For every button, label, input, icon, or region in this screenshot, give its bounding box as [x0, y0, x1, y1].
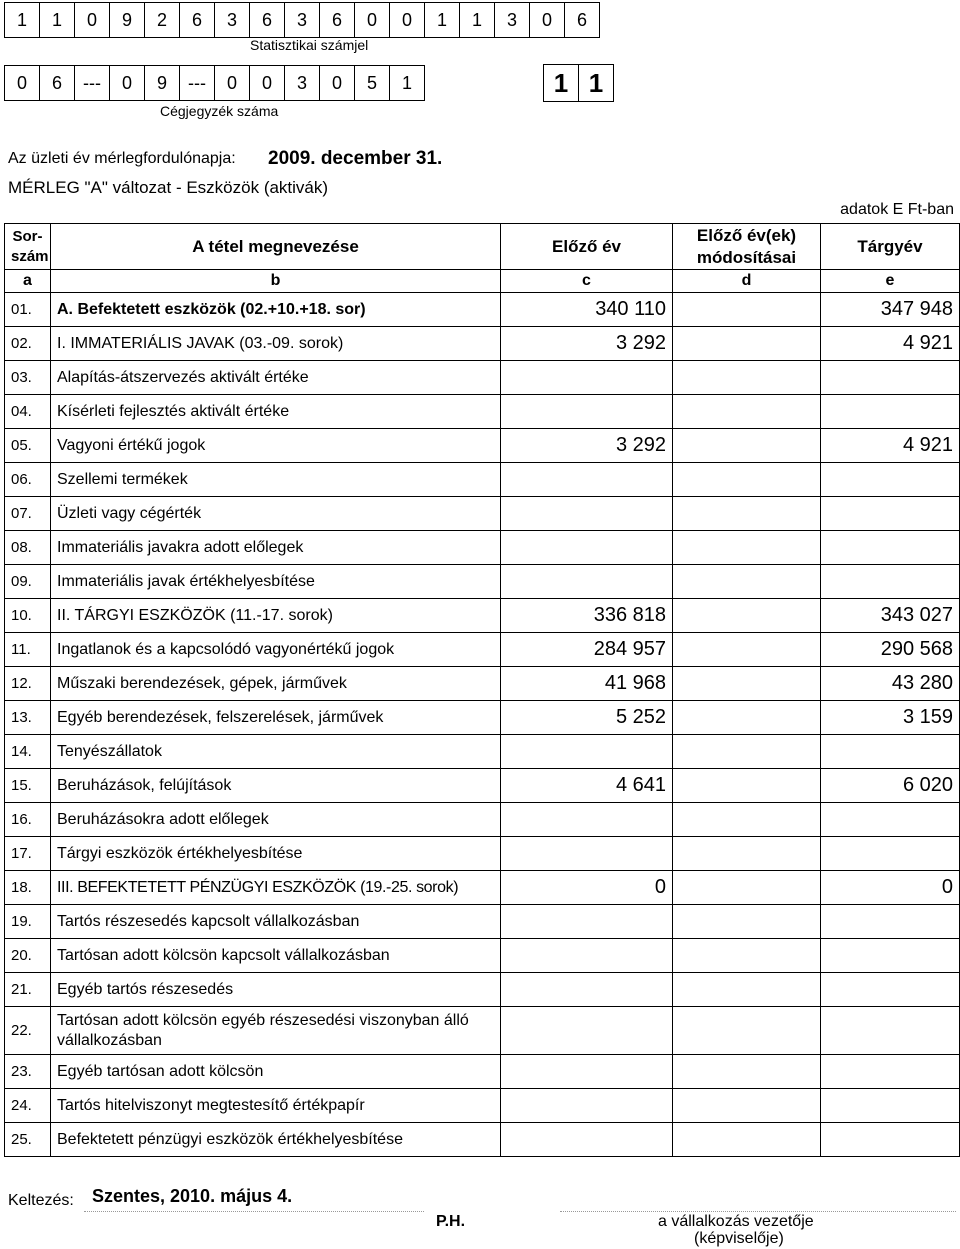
reg-digit-cell: 0 — [250, 66, 285, 101]
modification-value — [673, 667, 821, 701]
row-number: 07. — [5, 497, 51, 531]
row-number: 05. — [5, 429, 51, 463]
col-header-name: A tétel megnevezése — [51, 224, 501, 270]
stat-digit-cell: 3 — [285, 3, 320, 38]
stat-digit-cell: 9 — [110, 3, 145, 38]
modification-value — [673, 599, 821, 633]
modification-value — [673, 1123, 821, 1157]
row-number: 16. — [5, 803, 51, 837]
prev-year-value — [501, 565, 673, 599]
current-year-value — [821, 531, 960, 565]
row-label: Üzleti vagy cégérték — [51, 497, 501, 531]
modification-value — [673, 1055, 821, 1089]
modification-value — [673, 395, 821, 429]
stat-digit-cell: 1 — [5, 3, 40, 38]
current-year-value — [821, 497, 960, 531]
row-label: Alapítás-átszervezés aktivált értéke — [51, 361, 501, 395]
modification-value — [673, 531, 821, 565]
row-label: Beruházások, felújítások — [51, 769, 501, 803]
current-year-value: 347 948 — [821, 293, 960, 327]
stat-digit-cell: 0 — [530, 3, 565, 38]
col-header-mod: Előző év(ek) módosításai — [673, 224, 821, 270]
stat-digit-cell: 6 — [565, 3, 600, 38]
row-number: 12. — [5, 667, 51, 701]
current-year-value — [821, 565, 960, 599]
modification-value — [673, 735, 821, 769]
col-letter: d — [673, 270, 821, 293]
current-year-value — [821, 361, 960, 395]
table-row — [5, 1055, 960, 1089]
row-label: I. IMMATERIÁLIS JAVAK (03.-09. sorok) — [51, 327, 501, 361]
row-label: Tárgyi eszközök értékhelyesbítése — [51, 837, 501, 871]
signer-label: a vállalkozás vezetője — [658, 1213, 814, 1230]
modification-value — [673, 361, 821, 395]
row-label: Egyéb berendezések, felszerelések, járművek — [51, 701, 501, 735]
col-letter: c — [501, 270, 673, 293]
stat-digit-cell: 0 — [390, 3, 425, 38]
row-label: Tartós részesedés kapcsolt vállalkozásban — [51, 905, 501, 939]
stat-digit-cell: 3 — [495, 3, 530, 38]
table-row — [5, 973, 960, 1007]
col-letter: e — [821, 270, 960, 293]
row-number: 13. — [5, 701, 51, 735]
modification-value — [673, 1007, 821, 1055]
modification-value — [673, 769, 821, 803]
stat-digit-cell: 1 — [425, 3, 460, 38]
signature-line — [560, 1211, 956, 1212]
prev-year-value: 0 — [501, 871, 673, 905]
current-year-value — [821, 1007, 960, 1055]
modification-value — [673, 905, 821, 939]
prev-year-value — [501, 905, 673, 939]
row-number: 03. — [5, 361, 51, 395]
stat-digit-cell: 6 — [320, 3, 355, 38]
row-label: Beruházásokra adott előlegek — [51, 803, 501, 837]
table-row — [5, 667, 960, 701]
prev-year-value: 3 292 — [501, 429, 673, 463]
prev-year-value — [501, 531, 673, 565]
row-number: 15. — [5, 769, 51, 803]
table-row — [5, 769, 960, 803]
row-label: Szellemi termékek — [51, 463, 501, 497]
reg-digit-cell: --- — [75, 66, 110, 101]
row-number: 25. — [5, 1123, 51, 1157]
current-year-value — [821, 837, 960, 871]
row-number: 14. — [5, 735, 51, 769]
reg-digit-cell: 0 — [215, 66, 250, 101]
stat-digit-cell: 2 — [145, 3, 180, 38]
row-label: Műszaki berendezések, gépek, járművek — [51, 667, 501, 701]
col-header-sorszam: Sor- szám — [5, 224, 51, 270]
report-title: MÉRLEG "A" változat - Eszközök (aktivák) — [8, 178, 329, 197]
reg-digit-cell: 5 — [355, 66, 390, 101]
reg-digit-cell: 0 — [110, 66, 145, 101]
prev-year-value — [501, 395, 673, 429]
table-row — [5, 837, 960, 871]
row-number: 17. — [5, 837, 51, 871]
prev-year-value — [501, 497, 673, 531]
prev-year-value: 284 957 — [501, 633, 673, 667]
units-label: adatok E Ft-ban — [840, 201, 954, 218]
table-row — [5, 803, 960, 837]
row-label: Immateriális javakra adott előlegek — [51, 531, 501, 565]
row-label: Immateriális javak értékhelyesbítése — [51, 565, 501, 599]
current-year-value — [821, 803, 960, 837]
keltezes-label: Keltezés: — [8, 1192, 74, 1209]
row-label: Befektetett pénzügyi eszközök értékhelyesbítése — [51, 1123, 501, 1157]
stat-digit-cell: 0 — [75, 3, 110, 38]
stat-digit-cell: 0 — [355, 3, 390, 38]
table-row — [5, 735, 960, 769]
row-number: 01. — [5, 293, 51, 327]
stat-digit-cell: 1 — [40, 3, 75, 38]
prev-year-value — [501, 1055, 673, 1089]
table-row — [5, 1007, 960, 1055]
table-row — [5, 599, 960, 633]
reg-digit-cell: 9 — [145, 66, 180, 101]
fiscal-date: 2009. december 31. — [268, 148, 443, 169]
current-year-value — [821, 973, 960, 1007]
prev-year-value: 340 110 — [501, 293, 673, 327]
row-label: A. Befektetett eszközök (02.+10.+18. sor) — [51, 293, 501, 327]
row-number: 18. — [5, 871, 51, 905]
current-year-value: 343 027 — [821, 599, 960, 633]
row-label: Tartós hitelviszonyt megtestesítő értékpapír — [51, 1089, 501, 1123]
modification-value — [673, 1089, 821, 1123]
modification-value — [673, 803, 821, 837]
col-letter: b — [51, 270, 501, 293]
reg-digit-cell: 1 — [390, 66, 425, 101]
table-row — [5, 1089, 960, 1123]
table-row — [5, 565, 960, 599]
modification-value — [673, 939, 821, 973]
prev-year-value — [501, 735, 673, 769]
form-code-cell: 1 — [579, 65, 614, 102]
current-year-value — [821, 1055, 960, 1089]
modification-value — [673, 565, 821, 599]
table-row — [5, 701, 960, 735]
row-label: Tartósan adott kölcsön kapcsolt vállalkozásban — [51, 939, 501, 973]
stat-digit-cell: 1 — [460, 3, 495, 38]
modification-value — [673, 633, 821, 667]
row-number: 09. — [5, 565, 51, 599]
form-code-grid — [543, 64, 614, 102]
prev-year-value — [501, 463, 673, 497]
prev-year-value — [501, 939, 673, 973]
row-number: 06. — [5, 463, 51, 497]
row-label: Vagyoni értékű jogok — [51, 429, 501, 463]
table-row — [5, 395, 960, 429]
modification-value — [673, 293, 821, 327]
reg-digit-cell: --- — [180, 66, 215, 101]
row-label: Kísérleti fejlesztés aktivált értéke — [51, 395, 501, 429]
table-row — [5, 905, 960, 939]
modification-value — [673, 327, 821, 361]
modification-value — [673, 701, 821, 735]
table-row — [5, 293, 960, 327]
current-year-value: 4 921 — [821, 429, 960, 463]
table-row — [5, 939, 960, 973]
current-year-value — [821, 905, 960, 939]
row-number: 11. — [5, 633, 51, 667]
modification-value — [673, 837, 821, 871]
col-letter: a — [5, 270, 51, 293]
prev-year-value: 5 252 — [501, 701, 673, 735]
prev-year-value — [501, 1007, 673, 1055]
current-year-value — [821, 395, 960, 429]
modification-value — [673, 871, 821, 905]
row-label: Egyéb tartósan adott kölcsön — [51, 1055, 501, 1089]
company-reg-grid — [4, 65, 425, 101]
prev-year-value — [501, 361, 673, 395]
table-row — [5, 1123, 960, 1157]
table-row — [5, 327, 960, 361]
stat-number-grid — [4, 2, 600, 38]
table-row — [5, 531, 960, 565]
row-number: 10. — [5, 599, 51, 633]
reg-digit-cell: 6 — [40, 66, 75, 101]
prev-year-value: 4 641 — [501, 769, 673, 803]
current-year-value: 0 — [821, 871, 960, 905]
row-number: 19. — [5, 905, 51, 939]
ph-stamp-label: P.H. — [436, 1213, 466, 1230]
row-label: Tartósan adott kölcsön egyéb részesedési viszonyban álló vállalkozásban — [51, 1007, 501, 1055]
current-year-value: 6 020 — [821, 769, 960, 803]
prev-year-value: 3 292 — [501, 327, 673, 361]
current-year-value — [821, 939, 960, 973]
place-date: Szentes, 2010. május 4. — [92, 1186, 293, 1206]
row-label: Tenyészállatok — [51, 735, 501, 769]
modification-value — [673, 973, 821, 1007]
stat-digit-cell: 3 — [215, 3, 250, 38]
row-number: 24. — [5, 1089, 51, 1123]
prev-year-value — [501, 803, 673, 837]
stat-number-label: Statisztikai számjel — [250, 37, 369, 53]
reg-digit-cell: 3 — [285, 66, 320, 101]
current-year-value: 43 280 — [821, 667, 960, 701]
stat-digit-cell: 6 — [250, 3, 285, 38]
stat-digit-cell: 6 — [180, 3, 215, 38]
prev-year-value — [501, 1089, 673, 1123]
table-row — [5, 497, 960, 531]
table-row — [5, 361, 960, 395]
col-header-curr: Tárgyév — [821, 224, 960, 270]
current-year-value — [821, 735, 960, 769]
current-year-value: 4 921 — [821, 327, 960, 361]
modification-value — [673, 429, 821, 463]
row-label: II. TÁRGYI ESZKÖZÖK (11.-17. sorok) — [51, 599, 501, 633]
row-number: 21. — [5, 973, 51, 1007]
current-year-value: 3 159 — [821, 701, 960, 735]
row-label: Egyéb tartós részesedés — [51, 973, 501, 1007]
col-header-prev: Előző év — [501, 224, 673, 270]
company-reg-label: Cégjegyzék száma — [160, 103, 279, 119]
signer-sub-label: (képviselője) — [694, 1230, 784, 1247]
prev-year-value — [501, 973, 673, 1007]
reg-digit-cell: 0 — [5, 66, 40, 101]
current-year-value — [821, 463, 960, 497]
row-number: 02. — [5, 327, 51, 361]
table-row — [5, 463, 960, 497]
row-number: 20. — [5, 939, 51, 973]
row-number: 23. — [5, 1055, 51, 1089]
modification-value — [673, 497, 821, 531]
table-row — [5, 429, 960, 463]
prev-year-value: 336 818 — [501, 599, 673, 633]
row-number: 08. — [5, 531, 51, 565]
current-year-value: 290 568 — [821, 633, 960, 667]
table-row — [5, 633, 960, 667]
reg-digit-cell: 0 — [320, 66, 355, 101]
fiscal-date-label: Az üzleti év mérlegfordulónapja: — [8, 150, 236, 167]
table-row — [5, 871, 960, 905]
row-label: Ingatlanok és a kapcsolódó vagyonértékű jogok — [51, 633, 501, 667]
form-code-cell: 1 — [544, 65, 579, 102]
row-number: 22. — [5, 1007, 51, 1055]
modification-value — [673, 463, 821, 497]
row-number: 04. — [5, 395, 51, 429]
date-line — [84, 1211, 424, 1212]
row-label: III. BEFEKTETETT PÉNZÜGYI ESZKÖZÖK (19.-25. sorok) — [51, 871, 501, 905]
prev-year-value — [501, 1123, 673, 1157]
balance-sheet-table — [4, 223, 960, 1157]
prev-year-value — [501, 837, 673, 871]
current-year-value — [821, 1089, 960, 1123]
current-year-value — [821, 1123, 960, 1157]
prev-year-value: 41 968 — [501, 667, 673, 701]
